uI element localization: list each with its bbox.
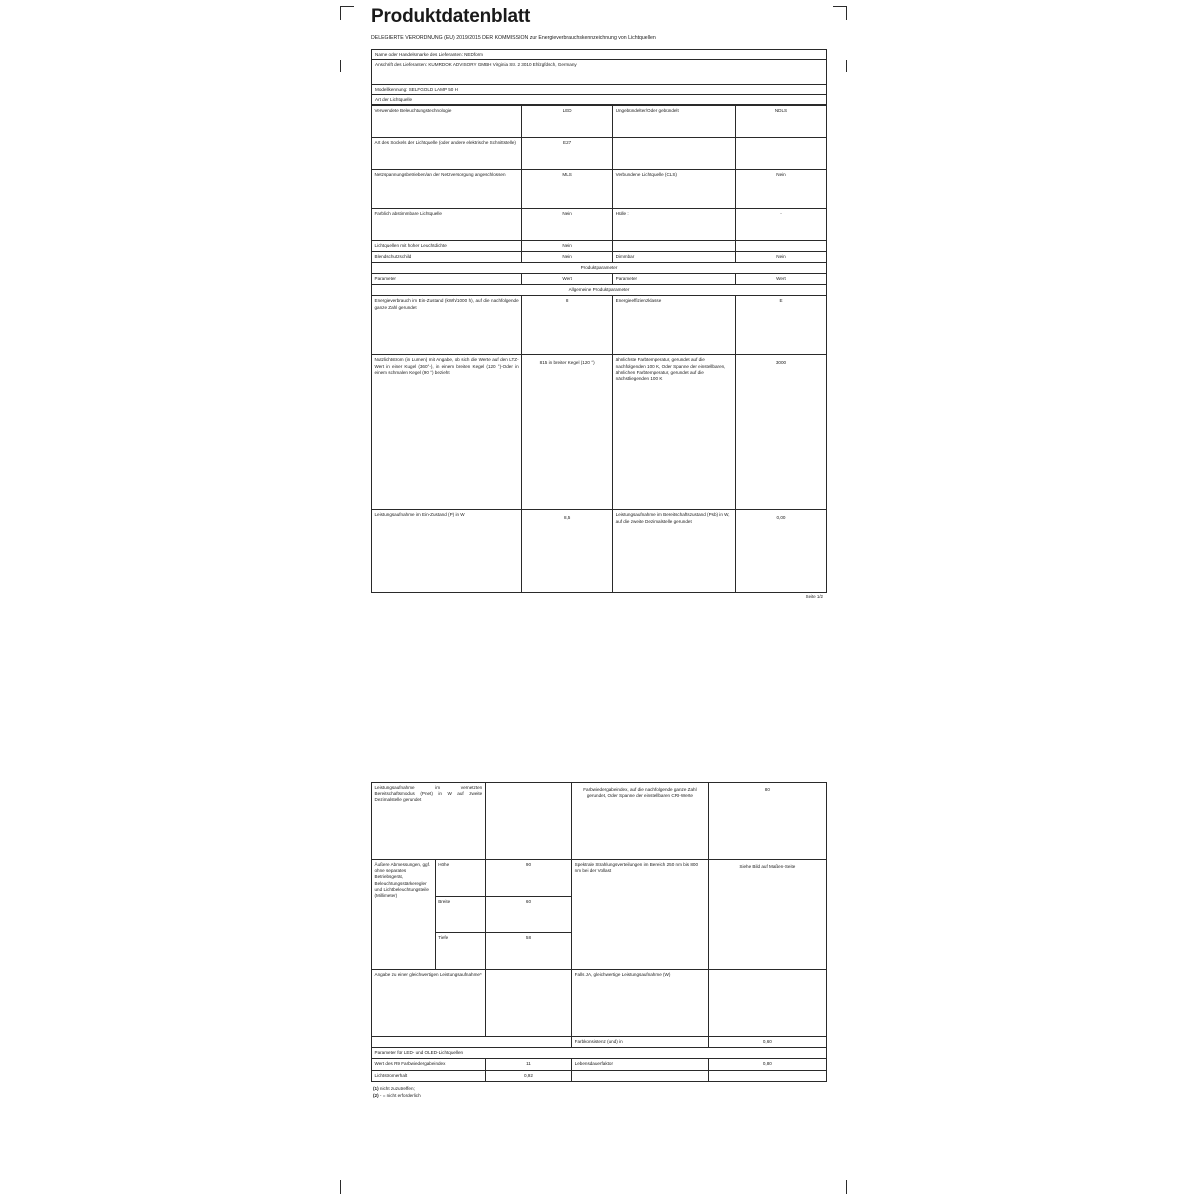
cell-value: 3000	[735, 355, 826, 510]
footnote-item	[373, 1092, 827, 1099]
datasheet-page-2	[365, 782, 833, 1099]
datasheet-page-1	[365, 6, 833, 600]
column-header-value: Wert	[522, 274, 613, 285]
column-header-value: Wert	[735, 274, 826, 285]
column-header-parameter: Parameter	[372, 274, 522, 285]
table-row	[372, 169, 827, 208]
cell-label: Leistungsaufnahme im vernetzten Bereitschaftsmodus (Pnet) in W auf zweite Dezimalstelle gerundet	[372, 783, 486, 860]
section-product-parameters: Produktparameter	[372, 262, 827, 273]
cell-label: Verbundene Lichtquelle (CLS)	[613, 169, 736, 208]
spectral-value: Siehe Bild auf Maßen-Seite	[708, 860, 826, 970]
section-row	[372, 285, 827, 296]
cell-label: Nutzlichtstrom (in Lumen) mit Angabe, ob sich die Werte auf den LTZ-Wert in einer Kugel (360°-), in einem breiten Kegel (120 °)-Oder in einem schmalen Kegel (90 °) bezieht	[372, 355, 522, 510]
cell-value	[735, 240, 826, 251]
source-type-header: Art der Lichtquelle	[371, 95, 827, 105]
cell-label: Energieverbrauch im Ein-Zustand (kWh/1000 h), auf die nachfolgende ganze Zahl gerundet	[372, 296, 522, 355]
cell-value: MLS	[522, 169, 613, 208]
spectral-label: Spektrale Strahlungsverteilungen im Bereich 250 nm bis 800 nm bei der Vollast	[572, 860, 709, 970]
cell-value: 0,00	[735, 510, 826, 593]
cell-label: Netzspannungsbetrieben/an der Netzversorgung angeschlossen	[372, 169, 522, 208]
cell-value	[708, 1070, 826, 1081]
table-row	[372, 208, 827, 240]
cell-label: Blendschutzschild	[372, 251, 522, 262]
dimension-name: Tiefe	[435, 933, 485, 970]
dimension-value: 60	[485, 896, 571, 933]
page-title: Produktdatenblatt	[371, 6, 531, 27]
cell-label: Art des Sockels der Lichtquelle (oder andere elektrische Schnittstelle)	[372, 137, 522, 169]
cell-label: Verwendete Beleuchtungstechnologie	[372, 105, 522, 137]
cell-label	[613, 137, 736, 169]
cell-label: Hülle :	[613, 208, 736, 240]
cell-label: Ungebündelter/Oder gebündelt	[613, 105, 736, 137]
page1-table-wrap	[365, 49, 833, 601]
cell-value: E	[735, 296, 826, 355]
supplier-row: Name oder Handelsmarke des Lieferanten: NEDform	[371, 49, 827, 60]
footnote-mark: (2)	[373, 1093, 379, 1099]
spacer-cell	[372, 1037, 572, 1048]
model-row: Modellkennung: SELFGOLD LAMP 50 H	[371, 85, 827, 95]
cell-value: 8	[522, 296, 613, 355]
footnote-mark: (1)	[373, 1085, 379, 1091]
cell-value: 11	[485, 1059, 571, 1070]
cell-value: -	[735, 208, 826, 240]
table-row	[372, 860, 827, 897]
cell-label: Leistungsaufnahme im Ein-Zustand (P) in W	[372, 510, 522, 593]
cell-value: 815 in breiter Kegel (120 °)	[522, 355, 613, 510]
table-row	[372, 970, 827, 1037]
cell-value	[485, 970, 571, 1037]
cell-value: 8,5	[522, 510, 613, 593]
table-row	[372, 137, 827, 169]
cell-value: 0,92	[485, 1070, 571, 1081]
page2-table-wrap	[365, 782, 833, 1099]
cell-label: Lichtstromerhalt	[372, 1070, 486, 1081]
table-row	[372, 783, 827, 860]
cell-label: Lebensdauerfaktor	[572, 1059, 709, 1070]
color-consistency-value: 0,60	[708, 1037, 826, 1048]
table-row	[372, 240, 827, 251]
cell-label: Lichtquellen mit hoher Leuchtdichte	[372, 240, 522, 251]
footnote-item	[373, 1085, 827, 1092]
cell-value: Nein	[522, 208, 613, 240]
cell-value: Nein	[735, 251, 826, 262]
product-parameters-table-1	[371, 105, 827, 594]
cell-label: Farblich abstimmbare Lichtquelle	[372, 208, 522, 240]
cell-label: Angabe zu einer gleichwertigen Leistungsaufnahme*	[372, 970, 486, 1037]
cell-value	[485, 783, 571, 860]
cell-label: Leistungsaufnahme im Bereitschaftszustand (Psb) in W, auf die zweite Dezimalstelle gerundet	[613, 510, 736, 593]
cell-value: E27	[522, 137, 613, 169]
cell-value: 0,80	[708, 1059, 826, 1070]
section-row	[372, 1048, 827, 1059]
table-row	[372, 105, 827, 137]
cell-label: ähnlichste Farbtemperatur, gerundet auf die nachfolgenden 100 K, Oder Spanne der einstellbaren, ähnlichen Farbtemperatur, gerundet auf die nächstliegenden 100 K	[613, 355, 736, 510]
product-parameters-table-2	[371, 782, 827, 1082]
column-header-parameter: Parameter	[613, 274, 736, 285]
color-consistency-label: Farbkonsistenz (und) in	[572, 1037, 709, 1048]
cell-value: Nein	[735, 169, 826, 208]
section-general-parameters: Allgemeine Produktparameter	[372, 285, 827, 296]
cell-value: 80	[708, 783, 826, 860]
table-row	[372, 296, 827, 355]
cell-label: Dimmbar	[613, 251, 736, 262]
cell-value	[735, 137, 826, 169]
cell-value: NDLS	[735, 105, 826, 137]
cell-label	[613, 240, 736, 251]
cell-label: Wert des R9 Farbwiedergabeindex	[372, 1059, 486, 1070]
cell-value	[708, 970, 826, 1037]
table-row	[372, 1059, 827, 1070]
table-row	[372, 510, 827, 593]
footnote-text: nicht zuzutreffen;	[379, 1085, 415, 1091]
cell-value: LED	[522, 105, 613, 137]
dimensions-label: Äußere Abmessungen, ggf. ohne separates Betriebsgerät, Beleuchtungsstärkeregler und Lichtbeleuchtungsteile (Millimeter)	[372, 860, 436, 970]
footnotes	[371, 1082, 827, 1100]
cell-value: Nein	[522, 240, 613, 251]
regulation-intro: DELEGIERTE VERORDNUNG (EU) 2019/2015 DER KOMMISSION zur Energieverbrauchskennzeichnung von Lichtquellen	[371, 35, 656, 41]
cell-label	[572, 1070, 709, 1081]
dimension-name: Breite	[435, 896, 485, 933]
cell-label: Falls JA, gleichwertige Leistungsaufnahme (W)	[572, 970, 709, 1037]
section-row	[372, 262, 827, 273]
table-row	[372, 355, 827, 510]
page-number: Seite 1/2	[805, 594, 823, 600]
cell-label: Farbwiedergabeindex, auf die nachfolgende ganze Zahl gerundet, Oder Spanne der einstellbaren CRI-Werte	[572, 783, 709, 860]
cell-label: Energieeffizienzklasse	[613, 296, 736, 355]
header-row	[372, 274, 827, 285]
table-row	[372, 251, 827, 262]
footnote-text: - = nicht erforderlich	[379, 1093, 421, 1099]
cell-value: Nein	[522, 251, 613, 262]
dimension-value: 90	[485, 860, 571, 897]
dimension-name: Höhe	[435, 860, 485, 897]
table-row	[372, 1070, 827, 1081]
section-led-parameters: Parameter für LED- und OLED-Lichtquellen	[372, 1048, 827, 1059]
table-row	[372, 1037, 827, 1048]
address-row: Anschrift des Lieferanten: KUMRDOK ADVISORY GMBH Virginia Str. 2 3010 Ehlzgfdsch, Germany	[371, 60, 827, 85]
dimension-value: 58	[485, 933, 571, 970]
